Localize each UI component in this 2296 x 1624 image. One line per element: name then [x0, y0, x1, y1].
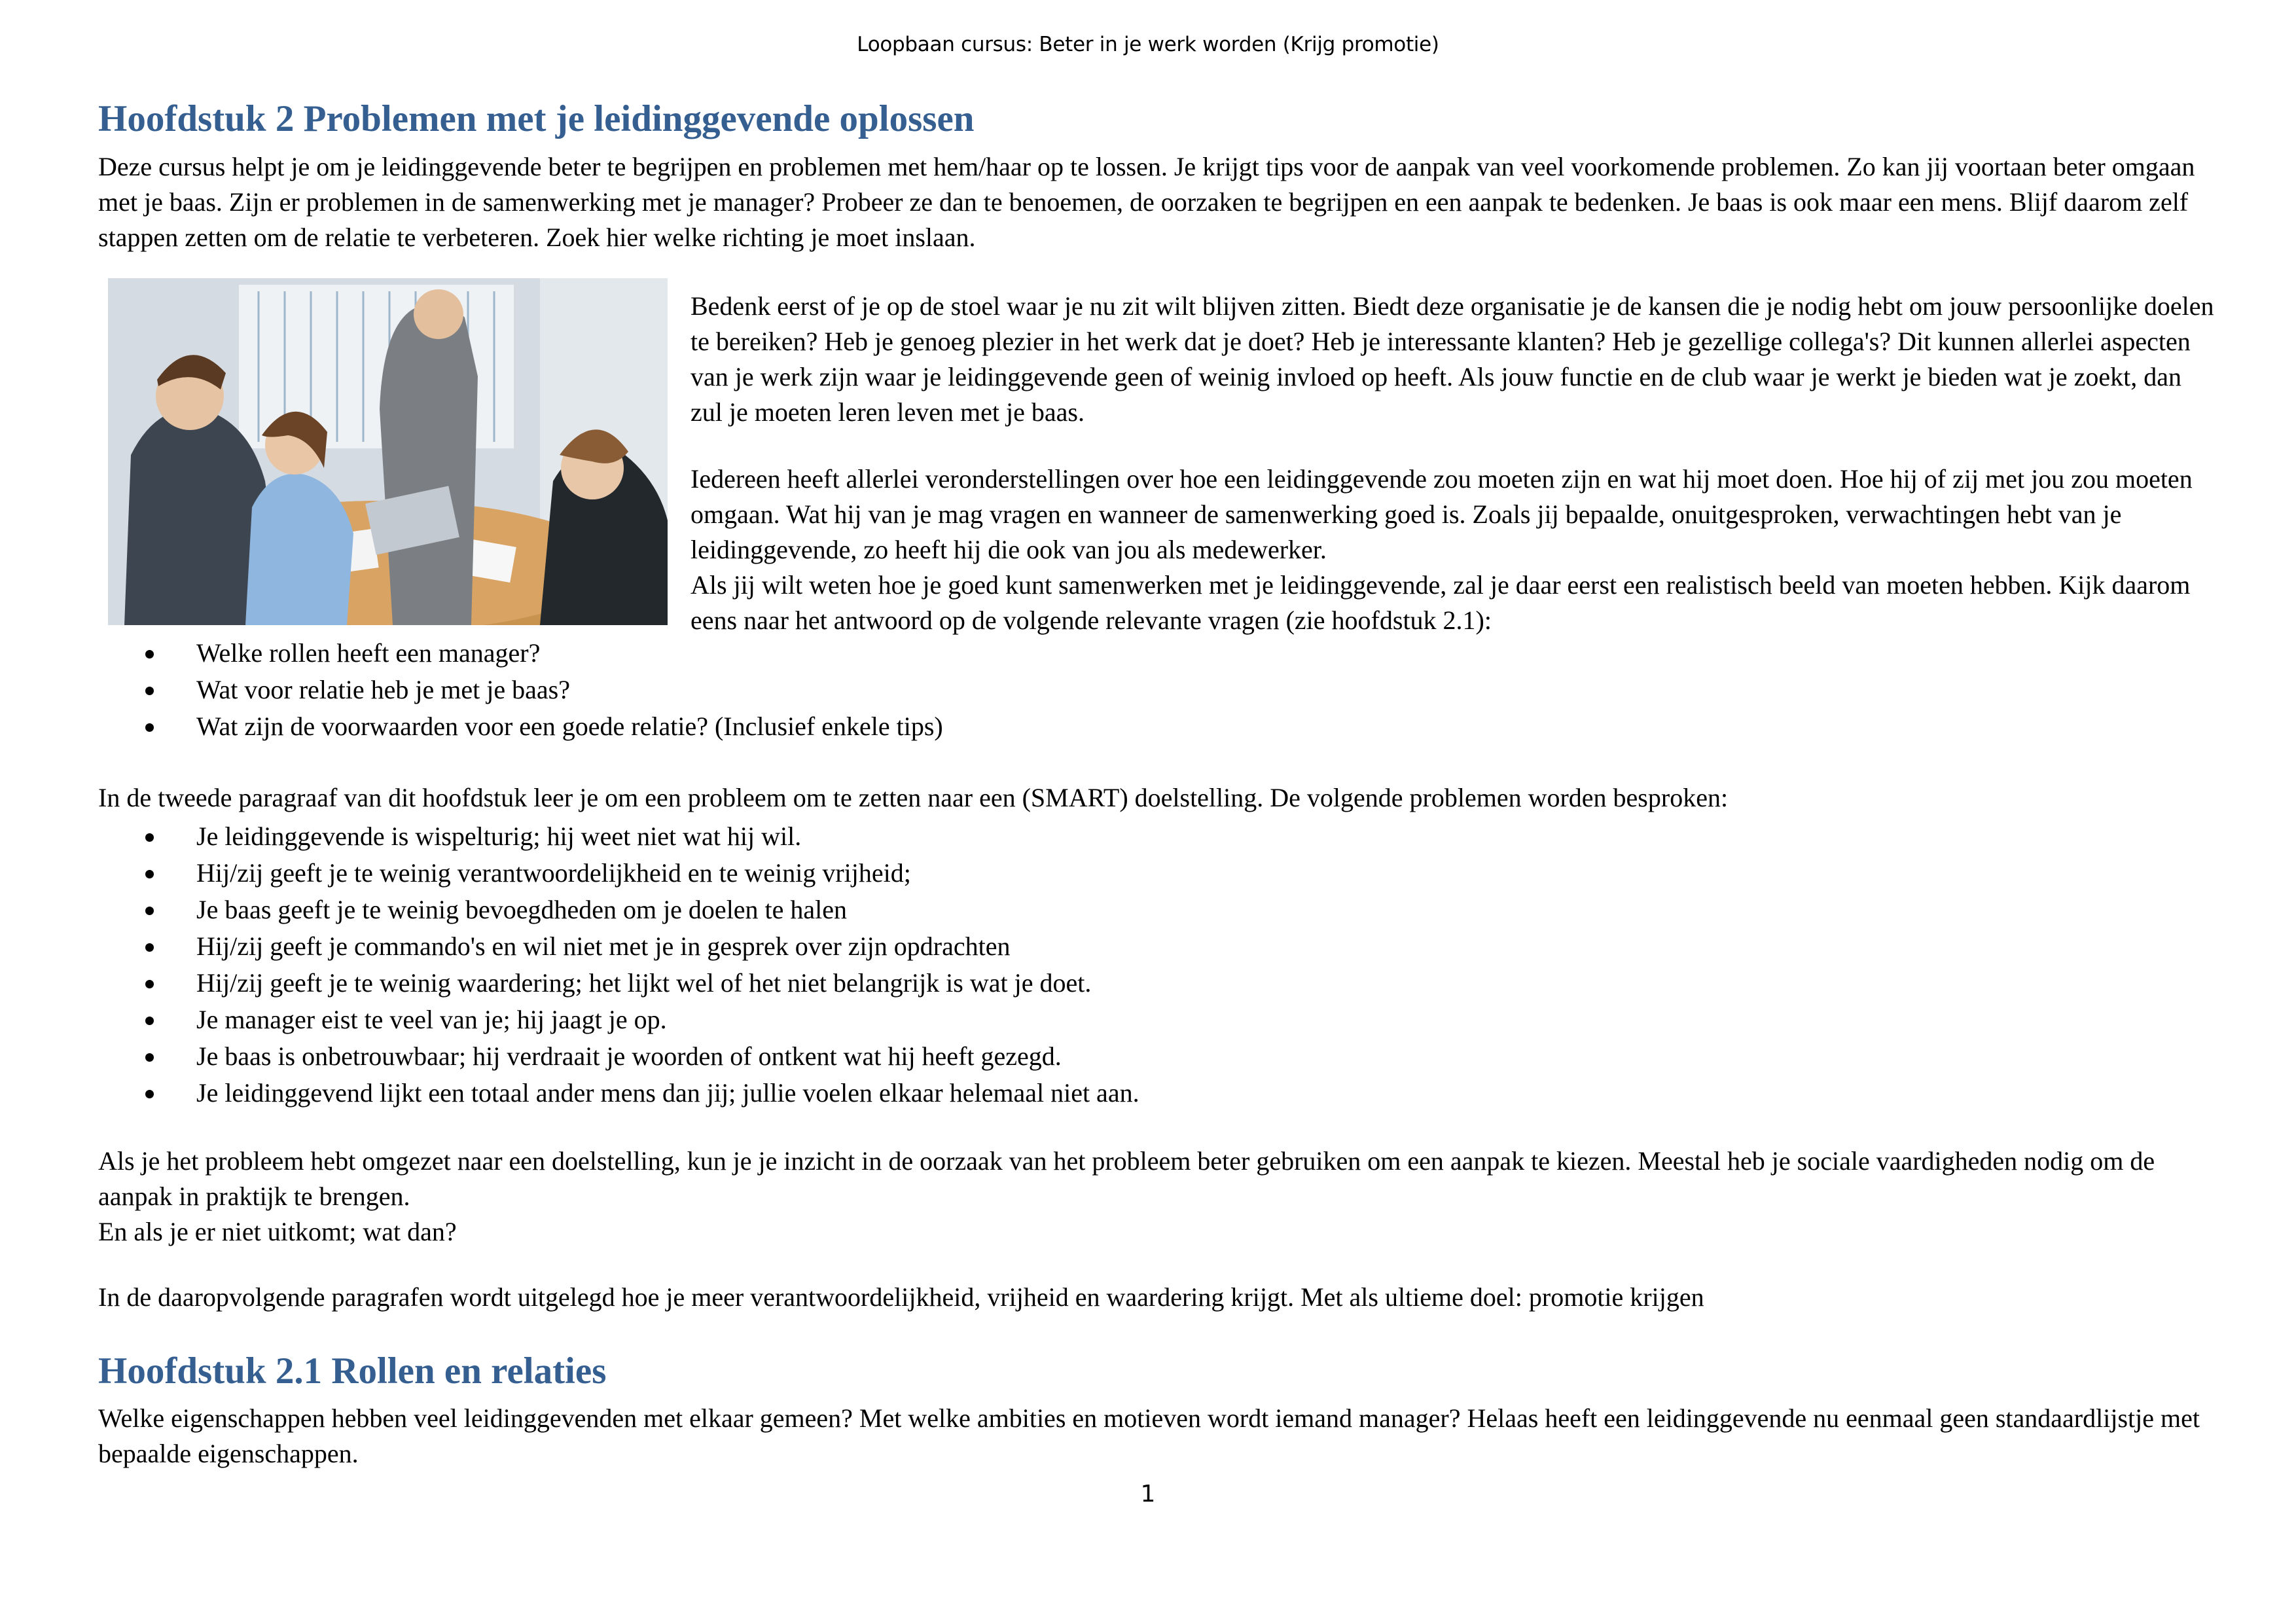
next-paragraphs-text: In de daaropvolgende paragrafen wordt uitgelegd hoe je meer verantwoordelijkheid, vrijheid en waardering krijgt. Met als ultieme doel: promotie krijgen	[98, 1282, 1704, 1312]
bullet-icon	[145, 650, 154, 659]
list-item: Hij/zij geeft je te weinig verantwoordelijkheid en te weinig vrijheid;	[98, 855, 1139, 892]
side-paragraph-1: Bedenk eerst of je op de stoel waar je nu zit wilt blijven zitten. Biedt deze organisatie je de kansen die je nodig hebt om jouw persoonlijke doelen te bereiken? Heb je genoeg plezier in het werk dat je doet? Heb je interessante klanten? Heb je gezellige collega's? Dit kunnen allerlei aspecten van je werk zijn waar je leidinggevende geen of weinig invloed op heeft. Als jouw functie en de club waar je werkt je bieden wat je zoekt, dan zul je moeten leren leven met je baas.	[691, 291, 2214, 427]
list-item: Wat zijn de voorwaarden voor een goede relatie? (Inclusief enkele tips)	[98, 708, 943, 745]
list-item: Hij/zij geeft je commando's en wil niet met je in gesprek over zijn opdrachten	[98, 928, 1139, 965]
problems-list	[98, 818, 1139, 1111]
bullet-icon	[145, 1053, 154, 1062]
bullet-icon	[145, 980, 154, 988]
section-paragraph: Welke eigenschappen hebben veel leidinggevenden met elkaar gemeen? Met welke ambities en motieven wordt iemand manager? Helaas heeft een leidinggevende nu eenmaal geen standaardlijstje met bepaalde eigenschappen.	[98, 1403, 2200, 1468]
intro-paragraph: Deze cursus helpt je om je leidinggevende beter te begrijpen en problemen met hem/haar op te lossen. Je krijgt tips voor de aanpak van veel voorkomende problemen. Zo kan jij voortaan beter omgaan met je baas. Zijn er problemen in de samenwerking met je manager? Probeer ze dan te benoemen, de oorzaken te begrijpen en een aanpak te bedenken. Je baas is ook maar een mens. Blijf daarom zelf stappen zetten om de relatie te verbeteren. Zoek hier welke richting je moet inslaan.	[98, 152, 2195, 252]
conclusion-text: Als je het probleem hebt omgezet naar een doelstelling, kun je je inzicht in de oorzaak van het probleem beter gebruiken om een aanpak te kiezen. Meestal heb je sociale vaardigheden nodig om de aanpak in praktijk te brengen.	[98, 1146, 2155, 1211]
list-item: Je leidinggevende is wispelturig; hij weet niet wat hij wil.	[98, 818, 1139, 855]
side-paragraph-2b: Als jij wilt weten hoe je goed kunt samenwerken met je leidinggevende, zal je daar eerst een realistisch beeld van moeten hebben. Kijk daarom eens naar het antwoord op de volgende relevante vragen (zie hoofdstuk 2.1):	[691, 570, 2191, 635]
meeting-photo	[108, 278, 668, 625]
list-item: Je leidinggevend lijkt een totaal ander mens dan jij; jullie voelen elkaar helemaal niet aan.	[98, 1075, 1139, 1111]
bullet-icon	[145, 723, 154, 732]
bullet-icon	[145, 1017, 154, 1025]
list-item: Je baas is onbetrouwbaar; hij verdraait je woorden of ontkent wat hij heeft gezegd.	[98, 1038, 1139, 1075]
bullet-icon	[145, 907, 154, 915]
list-item: Je manager eist te veel van je; hij jaagt je op.	[98, 1001, 1139, 1038]
chapter-heading: Hoofdstuk 2 Problemen met je leidinggevende oplossen	[98, 98, 975, 139]
bullet-icon	[145, 943, 154, 952]
list-item: Wat voor relatie heb je met je baas?	[98, 672, 943, 708]
side-paragraph-2	[691, 461, 2215, 638]
list-item: Hij/zij geeft je te weinig waardering; het lijkt wel of het niet belangrijk is wat je doet.	[98, 965, 1139, 1001]
conclusion-paragraph	[98, 1144, 2212, 1250]
side-paragraph-2a: Iedereen heeft allerlei veronderstellingen over hoe een leidinggevende zou moeten zijn en wat hij moet doen. Hoe hij of zij met jou zou moeten omgaan. Wat hij van je mag vragen en wanneer de samenwerking goed is. Zoals jij bepaalde, onuitgesproken, verwachtingen hebt van je leidinggevende, zo heeft hij die ook van jou als medewerker.	[691, 464, 2193, 564]
page-number: 1	[1140, 1481, 1156, 1507]
page-header: Loopbaan cursus: Beter in je werk worden (Krijg promotie)	[857, 33, 1439, 56]
section-heading: Hoofdstuk 2.1 Rollen en relaties	[98, 1350, 607, 1392]
questions-list	[98, 635, 943, 745]
bullet-icon	[145, 870, 154, 878]
problems-intro: In de tweede paragraaf van dit hoofdstuk leer je om een probleem om te zetten naar een (SMART) doelstelling. De volgende problemen worden besproken:	[98, 783, 1729, 812]
bullet-icon	[145, 1090, 154, 1098]
conclusion-question: En als je er niet uitkomt; wat dan?	[98, 1217, 457, 1246]
bullet-icon	[145, 833, 154, 842]
list-item: Welke rollen heeft een manager?	[98, 635, 943, 672]
list-item: Je baas geeft je te weinig bevoegdheden om je doelen te halen	[98, 892, 1139, 928]
bullet-icon	[145, 687, 154, 695]
